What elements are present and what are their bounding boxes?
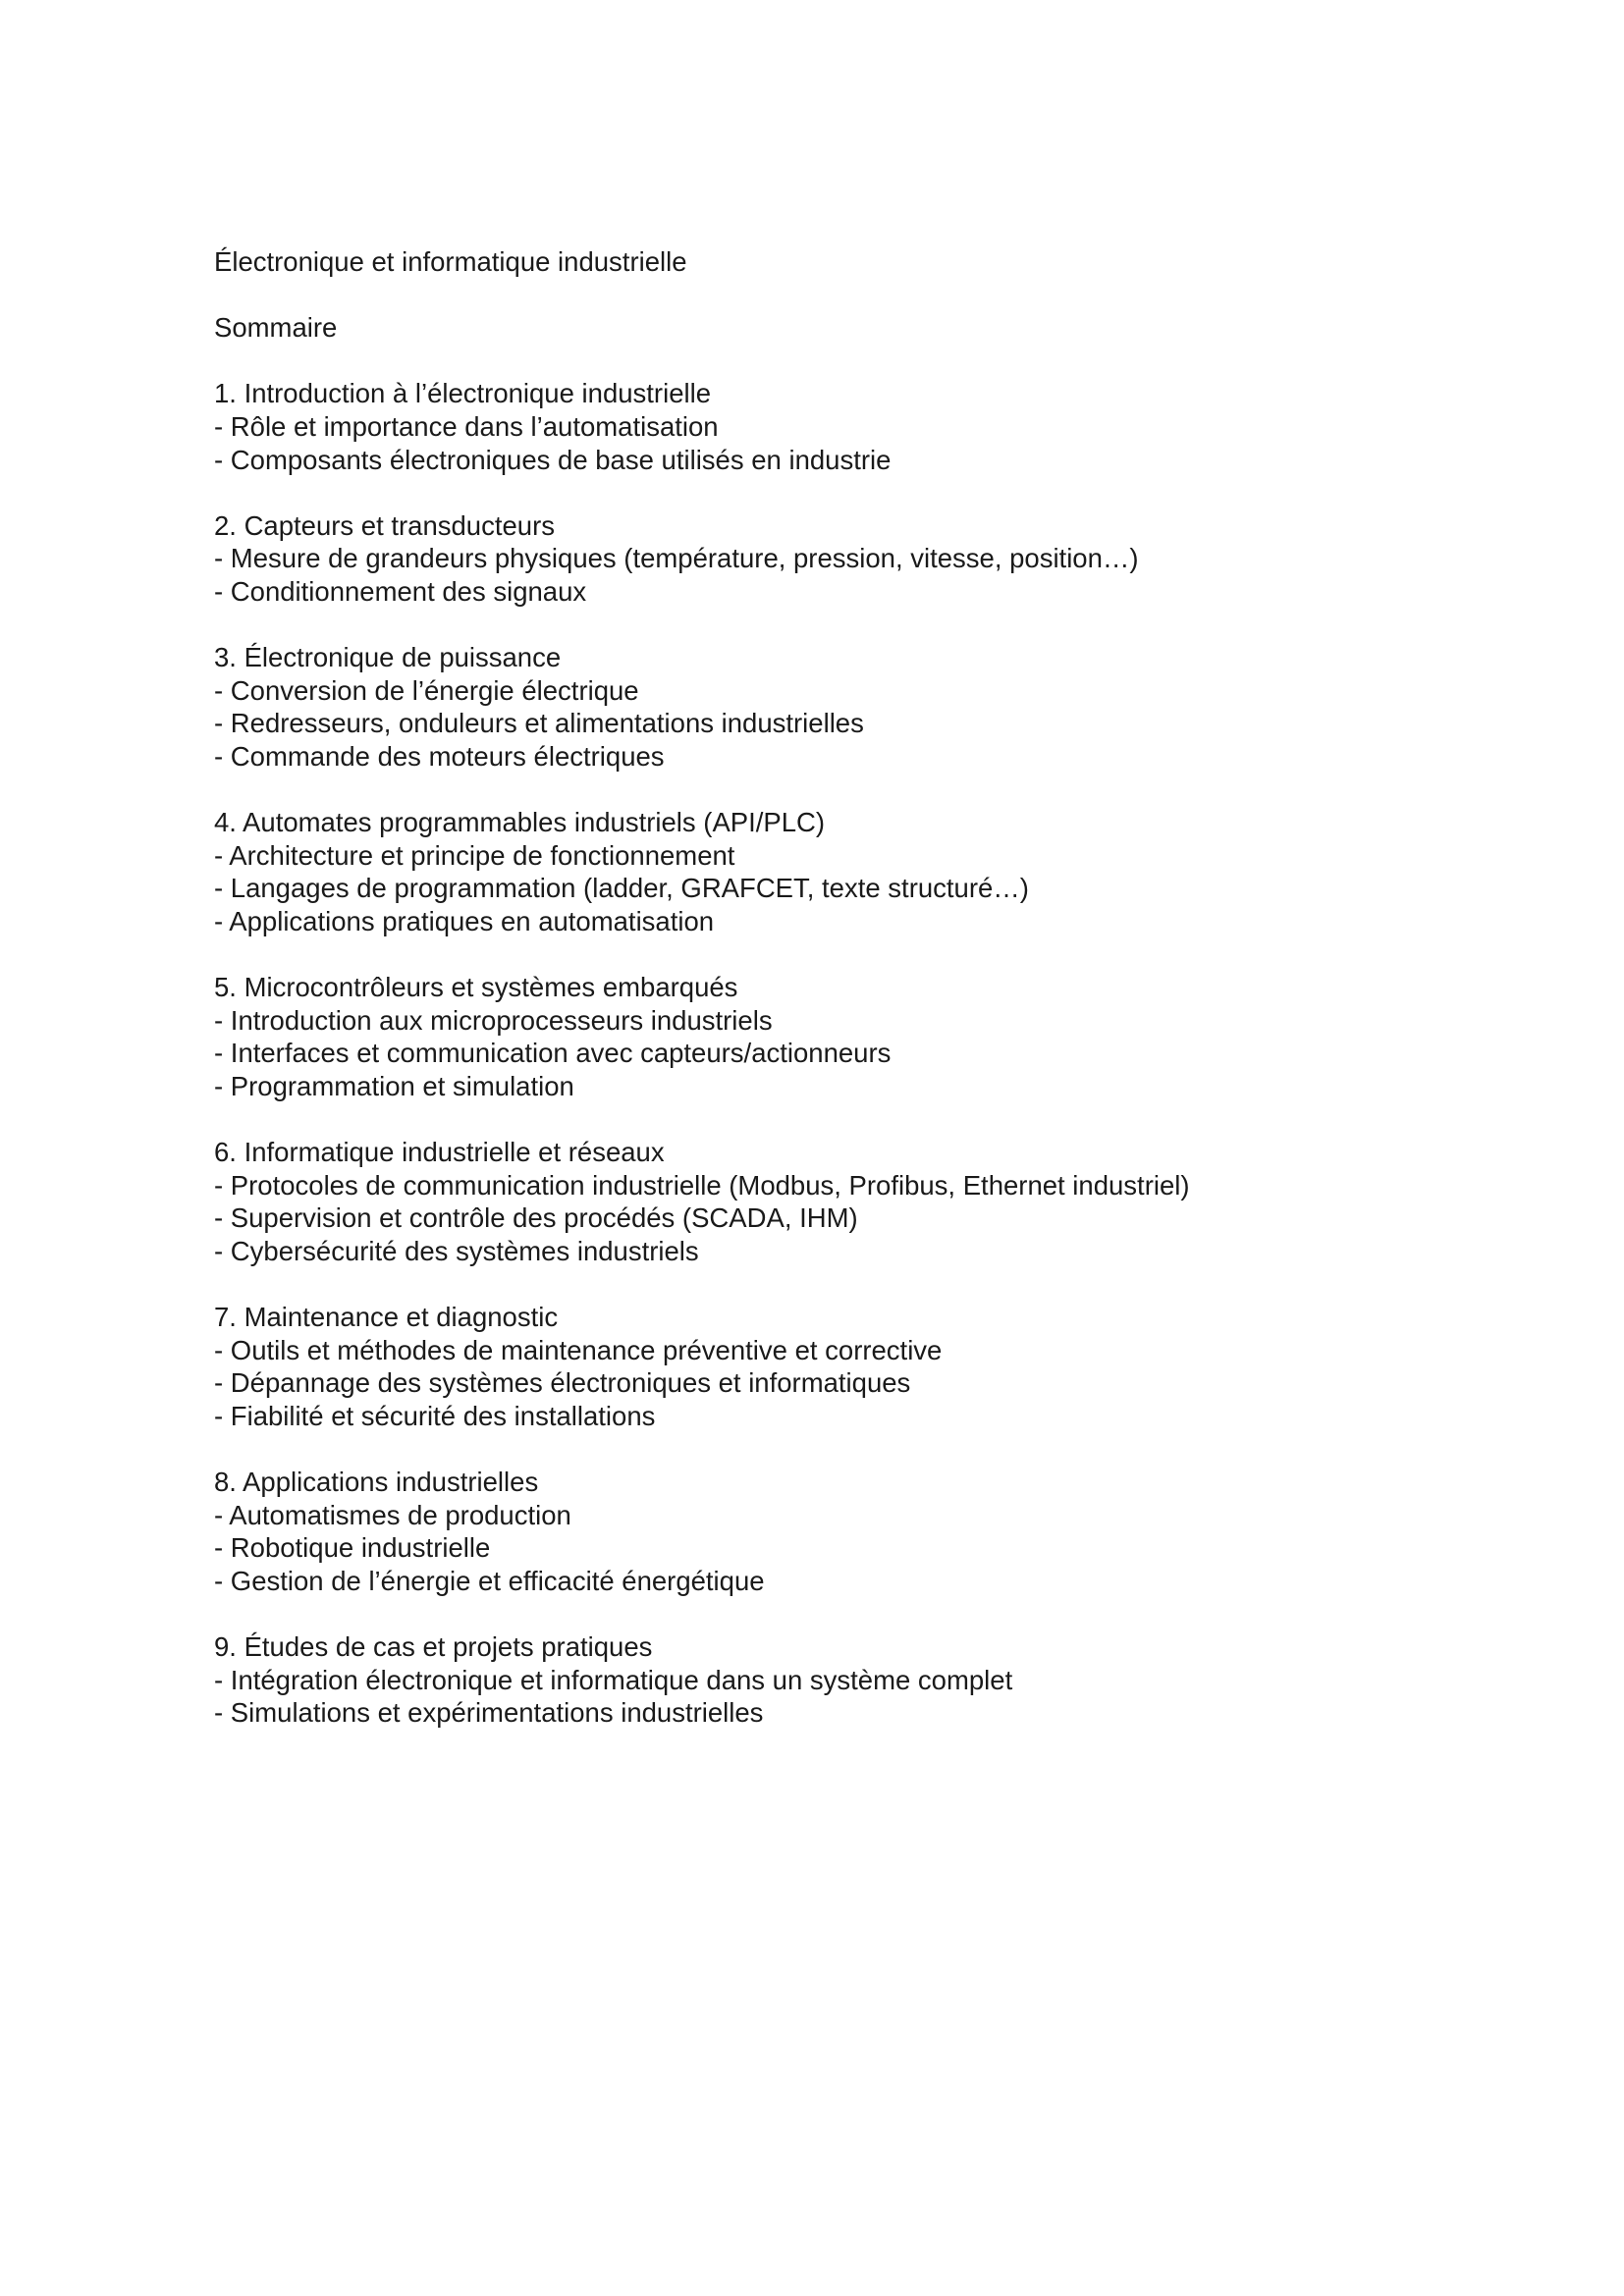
section-item: - Applications pratiques en automatisation <box>214 905 715 936</box>
section-item: - Intégration électronique et informatique dans un système complet <box>214 1664 1013 1695</box>
section-heading: 4. Automates programmables industriels (API/PLC) <box>214 807 826 838</box>
section-item: - Conversion de l’énergie électrique <box>214 674 639 706</box>
section-item: - Protocoles de communication industrielle (Modbus, Profibus, Ethernet industriel) <box>214 1169 1190 1201</box>
spacer <box>214 1597 1490 1630</box>
section-heading: 3. Électronique de puissance <box>214 642 562 673</box>
section-item: - Robotique industrielle <box>214 1532 491 1564</box>
section-heading: 7. Maintenance et diagnostic <box>214 1302 559 1332</box>
spacer <box>214 279 1490 312</box>
section-5 <box>214 971 1490 1102</box>
spacer <box>214 1267 1490 1301</box>
section-7 <box>214 1301 1490 1432</box>
spacer <box>214 937 1490 971</box>
section-heading: 8. Applications industrielles <box>214 1466 539 1497</box>
section-item: - Fiabilité et sécurité des installations <box>214 1400 656 1431</box>
section-item: - Rôle et importance dans l’automatisation <box>214 410 719 442</box>
section-heading: 5. Microcontrôleurs et systèmes embarqués <box>214 972 738 1003</box>
section-item: - Cybersécurité des systèmes industriels <box>214 1235 699 1266</box>
section-item: - Supervision et contrôle des procédés (SCADA, IHM) <box>214 1202 858 1234</box>
section-item: - Introduction aux microprocesseurs industriels <box>214 1004 773 1036</box>
section-item: - Automatismes de production <box>214 1499 571 1530</box>
section-heading: 9. Études de cas et projets pratiques <box>214 1630 653 1662</box>
toc-heading: Sommaire <box>214 312 338 344</box>
section-item: - Simulations et expérimentations industrielles <box>214 1697 764 1729</box>
section-8 <box>214 1466 1490 1597</box>
spacer <box>214 1102 1490 1136</box>
section-item: - Dépannage des systèmes électroniques et informatiques <box>214 1367 911 1399</box>
section-item: - Conditionnement des signaux <box>214 575 587 607</box>
section-heading: 1. Introduction à l’électronique industrielle <box>214 378 711 409</box>
section-item: - Mesure de grandeurs physiques (température, pression, vitesse, position…) <box>214 543 1139 574</box>
spacer <box>214 345 1490 378</box>
section-6 <box>214 1136 1490 1267</box>
section-1 <box>214 377 1490 476</box>
section-item: - Commande des moteurs électriques <box>214 740 665 772</box>
section-item: - Interfaces et communication avec capteurs/actionneurs <box>214 1038 892 1069</box>
section-9 <box>214 1630 1490 1730</box>
section-heading: 6. Informatique industrielle et réseaux <box>214 1137 665 1168</box>
section-3 <box>214 641 1490 773</box>
spacer <box>214 609 1490 642</box>
section-item: - Langages de programmation (ladder, GRAFCET, texte structuré…) <box>214 873 1029 904</box>
section-item: - Outils et méthodes de maintenance préventive et corrective <box>214 1334 943 1365</box>
section-item: - Architecture et principe de fonctionnement <box>214 839 735 871</box>
spacer <box>214 1432 1490 1466</box>
section-item: - Programmation et simulation <box>214 1070 574 1101</box>
spacer <box>214 774 1490 807</box>
section-item: - Composants électroniques de base utilisés en industrie <box>214 444 892 475</box>
section-item: - Redresseurs, onduleurs et alimentations industrielles <box>214 708 864 739</box>
section-4 <box>214 806 1490 937</box>
section-item: - Gestion de l’énergie et efficacité énergétique <box>214 1565 765 1596</box>
spacer <box>214 476 1490 509</box>
section-2 <box>214 509 1490 609</box>
section-heading: 2. Capteurs et transducteurs <box>214 509 555 541</box>
document-title: Électronique et informatique industrielle <box>214 246 687 277</box>
document-body <box>214 245 1490 1730</box>
